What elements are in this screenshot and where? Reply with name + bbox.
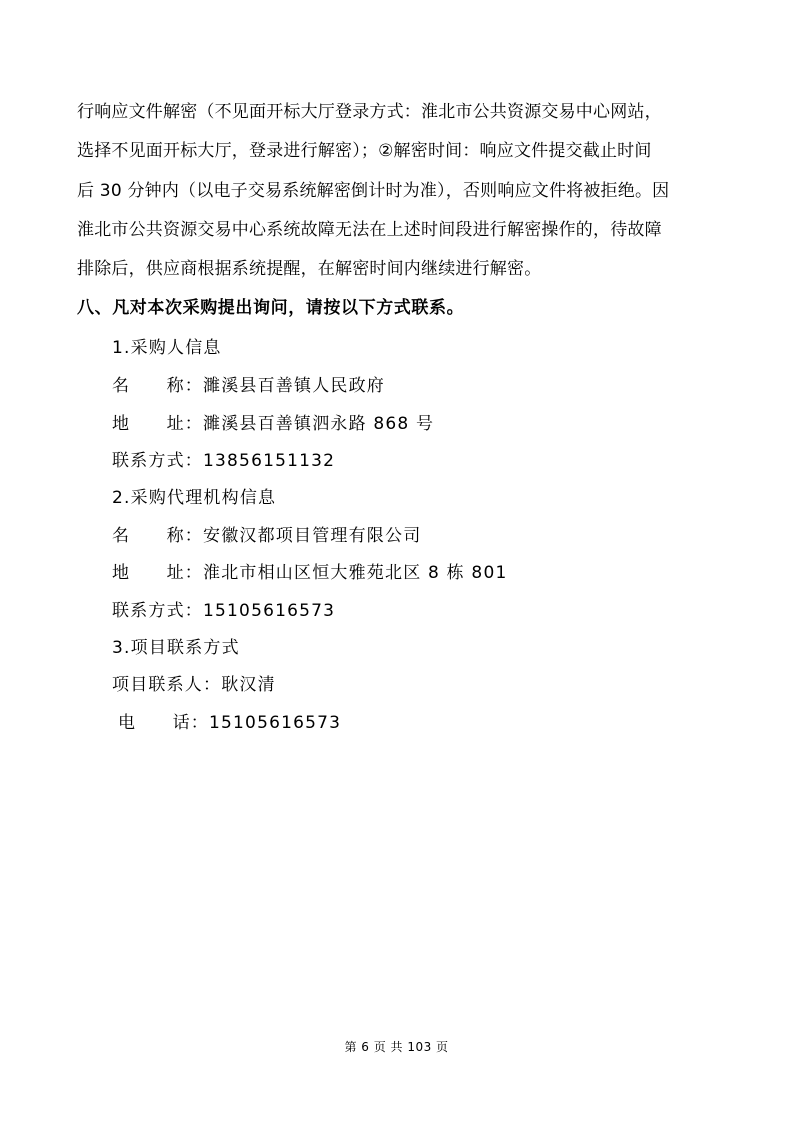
page-footer: 第 6 页 共 103 页	[344, 1040, 449, 1054]
paragraph-line: 后 30 分钟内（以电子交易系统解密倒计时为准），否则响应文件将被拒绝。因	[77, 180, 670, 201]
agency-name-value: 安徽汉都项目管理有限公司	[203, 526, 422, 546]
agency-contact-label: 联系方式：	[112, 601, 203, 621]
project-phone-label: 电 话：	[118, 713, 209, 733]
agency-address-value: 淮北市相山区恒大雅苑北区 8 栋 801	[203, 563, 508, 583]
purchaser-contact-value: 13856151132	[203, 451, 336, 471]
body-paragraph	[77, 93, 717, 289]
purchaser-name-row	[112, 371, 385, 396]
agency-address-label: 地 址：	[112, 563, 203, 583]
purchaser-address-value: 濉溪县百善镇泗永路 868 号	[203, 414, 435, 434]
project-phone-value: 15105616573	[209, 713, 342, 733]
agency-title: 2.采购代理机构信息	[112, 488, 277, 508]
section-heading: 八、凡对本次采购提出询问，请按以下方式联系。	[77, 298, 465, 318]
paragraph-line: 行响应文件解密（不见面开标大厅登录方式：淮北市公共资源交易中心网站，	[77, 102, 662, 122]
agency-name-label: 名 称：	[112, 526, 203, 546]
purchaser-name-value: 濉溪县百善镇人民政府	[203, 376, 385, 396]
paragraph-line: 淮北市公共资源交易中心系统故障无法在上述时间段进行解密操作的，待故障	[77, 219, 662, 240]
agency-contact-value: 15105616573	[203, 601, 336, 621]
purchaser-address-row	[112, 409, 434, 434]
project-person-label: 项目联系人：	[112, 675, 222, 695]
paragraph-line: 排除后，供应商根据系统提醒，在解密时间内继续进行解密。	[77, 259, 542, 280]
agency-contact-row	[112, 596, 335, 621]
paragraph-line: 选择不见面开标大厅，登录进行解密）；②解密时间：响应文件提交截止时间	[77, 141, 652, 162]
project-contact-title: 3.项目联系方式	[112, 638, 240, 658]
purchaser-name-label: 名 称：	[112, 376, 203, 396]
purchaser-contact-row	[112, 446, 335, 471]
project-person-value: 耿汉清	[221, 675, 276, 695]
purchaser-contact-label: 联系方式：	[112, 451, 203, 471]
purchaser-address-label: 地 址：	[112, 414, 203, 434]
purchaser-title: 1.采购人信息	[112, 338, 222, 358]
agency-name-row	[112, 521, 421, 546]
agency-address-row	[112, 558, 507, 583]
project-person-row	[112, 670, 276, 695]
project-phone-row	[118, 708, 341, 733]
